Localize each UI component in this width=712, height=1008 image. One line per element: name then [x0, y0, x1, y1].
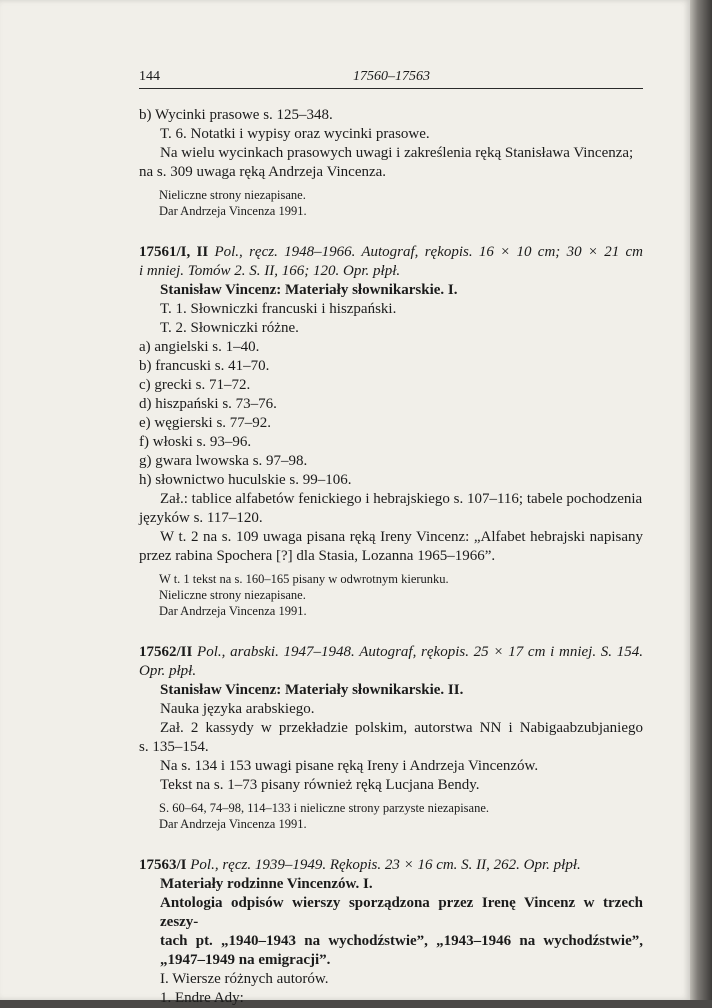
entry-17563: [139, 856, 643, 1008]
note-line: Nieliczne strony niezapisane.: [159, 188, 306, 202]
entry-17560-continuation: [139, 106, 643, 219]
book-spine-edge: [690, 0, 712, 1000]
note-line: Dar Andrzeja Vincenza 1991.: [159, 817, 307, 831]
entry-id: 17562/II: [139, 644, 193, 660]
entry-meta: Pol., arabski. 1947–1948. Autograf, rękopis. 25 × 17 cm i mniej. S. 154.: [192, 644, 643, 660]
text-line: s. 135–154.: [139, 739, 209, 755]
list-item: d) hiszpański s. 73–76.: [139, 396, 277, 412]
entry-17562: [139, 643, 643, 832]
text-line: T. 6. Notatki i wypisy oraz wycinki prasowe.: [160, 126, 430, 142]
text-line: Zał. 2 kassydy w przekładzie polskim, autorstwa NN i Nabigaabzubjaniego: [160, 720, 643, 736]
note-line: Dar Andrzeja Vincenza 1991.: [159, 204, 307, 218]
text-line: Nauka języka arabskiego.: [160, 701, 315, 717]
list-item: g) gwara lwowska s. 97–98.: [139, 453, 308, 469]
note-line: Nieliczne strony niezapisane.: [159, 588, 306, 602]
entry-meta: Pol., ręcz. 1948–1966. Autograf, rękopis. 16 × 10 cm; 30 × 21 cm: [208, 244, 643, 260]
entry-heading: [139, 856, 643, 875]
page-header: [139, 68, 643, 89]
note-line: W t. 1 tekst na s. 160–165 pisany w odwrotnym kierunku.: [159, 572, 449, 586]
entry-title: Materiały rodzinne Vincenzów. I.: [160, 876, 373, 892]
note-line: S. 60–64, 74–98, 114–133 i nieliczne strony parzyste niezapisane.: [159, 801, 490, 815]
list-item: a) angielski s. 1–40.: [139, 339, 260, 355]
text-line: przez rabina Spochera [?] dla Stasia, Lozanna 1965–1966”.: [139, 548, 496, 564]
text-line: W t. 2 na s. 109 uwaga pisana ręką Ireny Vincenz: „Alfabet hebrajski napisany: [160, 529, 643, 545]
entry-id: 17561/I, II: [139, 244, 209, 260]
entry-meta: i mniej. Tomów 2. S. II, 166; 120. Opr. płpł.: [139, 263, 401, 279]
text-line: Na s. 134 i 153 uwagi pisane ręką Ireny i Andrzeja Vincenzów.: [160, 758, 539, 774]
text-line: języków s. 117–120.: [139, 510, 263, 526]
list-item: b) francuski s. 41–70.: [139, 358, 270, 374]
text-line: Tekst na s. 1–73 pisany również ręką Lucjana Bendy.: [160, 777, 480, 793]
text-line: Zał.: tablice alfabetów fenickiego i hebrajskiego s. 107–116; tabele pochodzenia: [160, 491, 643, 507]
entry-title: Stanisław Vincenz: Materiały słownikarskie. I.: [160, 282, 458, 298]
entry-meta: Pol., ręcz. 1939–1949. Rękopis. 23 × 16 cm. S. II, 262. Opr. płpł.: [186, 857, 581, 873]
text-line: „1947–1949 na emigracji”.: [160, 952, 331, 968]
entry-title: Stanisław Vincenz: Materiały słownikarskie. II.: [160, 682, 464, 698]
entry-heading: [139, 643, 643, 662]
text-line: T. 2. Słowniczki różne.: [160, 320, 299, 336]
entry-id: 17563/I: [139, 857, 187, 873]
entry-meta: Opr. płpł.: [139, 663, 197, 679]
list-item: c) grecki s. 71–72.: [139, 377, 251, 393]
text-line: tach pt. „1940–1943 na wychodźstwie”, „1943–1946 na wychodźstwie”,: [160, 933, 643, 949]
page-number: 144: [139, 69, 160, 84]
entry-heading: [139, 243, 643, 262]
text-line: T. 1. Słowniczki francuski i hiszpański.: [160, 301, 397, 317]
running-title: 17560–17563: [353, 69, 430, 84]
text-line: Na wielu wycinkach prasowych uwagi i zakreślenia ręką Stanisława Vincenza;: [160, 145, 634, 161]
text-line: 1. Endre Ady:: [160, 990, 244, 1006]
list-item: h) słownictwo huculskie s. 99–106.: [139, 472, 352, 488]
text-line: Antologia odpisów wierszy sporządzona przez Irenę Vincenz w trzech zeszy-: [160, 895, 643, 930]
page-content: [139, 68, 643, 1008]
list-item: f) włoski s. 93–96.: [139, 434, 252, 450]
entry-17561: [139, 243, 643, 619]
text-line: na s. 309 uwaga ręką Andrzeja Vincenza.: [139, 164, 387, 180]
text-line: b) Wycinki prasowe s. 125–348.: [139, 107, 333, 123]
list-item: e) węgierski s. 77–92.: [139, 415, 272, 431]
text-line: I. Wiersze różnych autorów.: [160, 971, 329, 987]
note-line: Dar Andrzeja Vincenza 1991.: [159, 604, 307, 618]
